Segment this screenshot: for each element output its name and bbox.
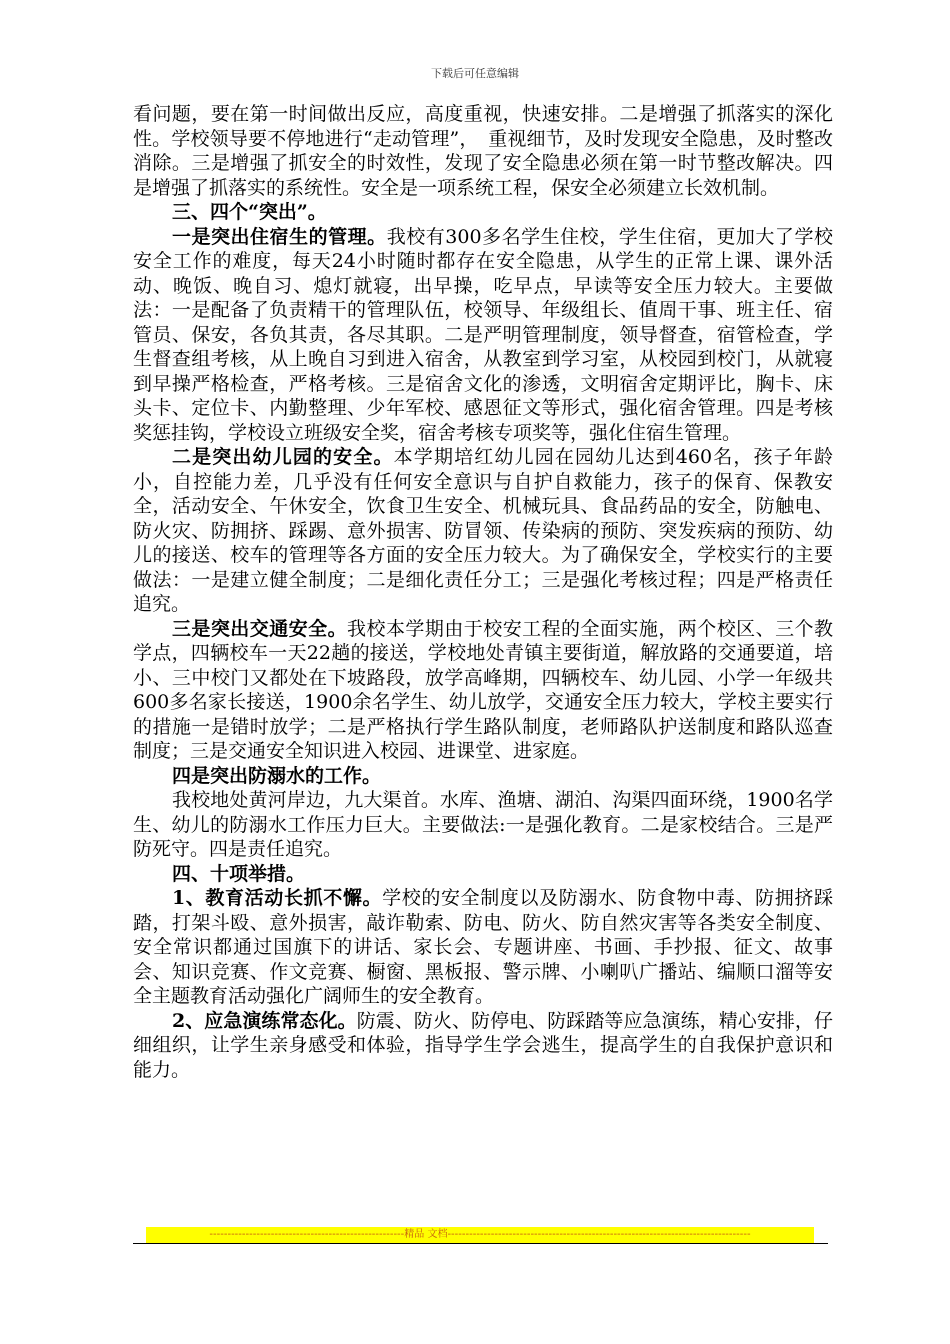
paragraph-body: 防震、防火、防停电、防踩踏等应急演练，精心安排，仔细组织，让学生亲身感受和体验，指导学生学会逃生，提高学生的自我保护意识和能力。: [133, 1009, 833, 1081]
paragraph-lead: 1、教育活动长抓不懈。: [171, 887, 383, 909]
paragraph-traffic: [133, 617, 833, 764]
paragraph-body: 我校本学期由于校安工程的全面实施，两个校区、三个教学点，四辆校车一天22趟的接送，学校地处青镇主要街道，解放路的交通要道，培小、三中校门又都处在下坡路段，放学高峰期，四辆校车、幼儿园、小学一年级共600多名家长接送，1900余名学生、幼儿放学，交通安全压力较大，学校主要实行的措施一是错时放学；二是严格执行学生路队制度，老师路队护送制度和路队巡查制度；三是交通安全知识进入校园、进课堂、进家庭。: [133, 617, 833, 762]
paragraph-lead: 一是突出住宿生的管理。: [171, 225, 387, 248]
section-heading-4: 四、十项举措。: [171, 862, 305, 885]
body-text: [133, 102, 833, 1082]
header-note: 下载后可任意编辑: [431, 67, 519, 80]
footer-banner: ------------------------------------------------------精品 文档------------------------------------------------------------------------------------: [146, 1227, 814, 1243]
paragraph-lead: 2、应急演练常态化。: [171, 1009, 357, 1032]
section-heading-3: 三、四个“突出”。: [171, 201, 327, 223]
paragraph-body: 学校的安全制度以及防溺水、防食物中毒、防拥挤踩踏，打架斗殴、意外损害，敲诈勒索、防电、防火、防自然灾害等各类安全制度、安全常识都通过国旗下的讲话、家长会、专题讲座、书画、手抄报、征文、故事会、知识竞赛、作文竞赛、橱窗、黑板报、警示牌、小喇叭广播站、编顺口溜等安全主题教育活动强化广阔师生的安全教育。: [133, 887, 833, 1007]
paragraph-education: [133, 886, 833, 1009]
paragraph-boarding: [133, 225, 833, 446]
paragraph-drowning-heading: 四是突出防溺水的工作。: [171, 764, 381, 787]
paragraph-drowning: 我校地处黄河岸边，九大渠首。水库、渔塘、湖泊、沟渠四面环绕，1900名学生、幼儿的防溺水工作压力巨大。主要做法:一是强化教育。二是家校结合。三是严防死守。四是责任追究。: [133, 789, 833, 860]
paragraph-lead: 二是突出幼儿园的安全。: [171, 446, 394, 468]
paragraph-lead: 三是突出交通安全。: [171, 617, 348, 640]
paragraph-body: 我校有300多名学生住校，学生住宿，更加大了学校安全工作的难度，每天24小时随时都存在安全隐患，从学生的正常上课、课外活动、晚饭、晚自习、熄灯就寝，出早操，吃早点，早读等安全压力较大。主要做法：一是配备了负责精干的管理队伍，校领导、年级组长、值周干事、班主任、宿管员、保安，各负其责，各尽其职。二是严明管理制度，领导督查，宿管检查，学生督查组考核，从上晚自习到进入宿舍，从教室到学习室，从校园到校门，从就寝到早操严格检查，严格考核。三是宿舍文化的渗透，文明宿舍定期评比，胸卡、床头卡、定位卡、内勤整理、少年军校、感恩征文等形式，强化宿舍管理。四是考核奖惩挂钩，学校设立班级安全奖，宿舍考核专项奖等，强化住宿生管理。: [133, 225, 833, 444]
paragraph-continuation: 看问题，要在第一时间做出反应，高度重视，快速安排。二是增强了抓落实的深化性。学校领导要不停地进行“走动管理”， 重视细节，及时发现安全隐患，及时整改消除。三是增强了抓安全的时效性，发现了安全隐患必须在第一时节整改解决。四是增强了抓落实的系统性。安全是一项系统工程，保安全必须建立长效机制。: [133, 103, 833, 199]
paragraph-kindergarten: [133, 445, 833, 617]
paragraph-drills: [133, 1009, 833, 1083]
paragraph-body: 本学期培红幼儿园在园幼儿达到460名，孩子年龄小，自控能力差，几乎没有任何安全意识与自护自救能力，孩子的保育、保教安全，活动安全、午休安全，饮食卫生安全、机械玩具、食品药品的安全，防触电、防火灾、防拥挤、踩踢、意外损害、防冒领、传染病的预防、突发疾病的预防、幼儿的接送、校车的管理等各方面的安全压力较大。为了确保安全，学校实行的主要做法：一是建立健全制度；二是细化责任分工；三是强化考核过程；四是严格责任追究。: [133, 446, 833, 615]
footer-divider: [133, 1243, 828, 1244]
